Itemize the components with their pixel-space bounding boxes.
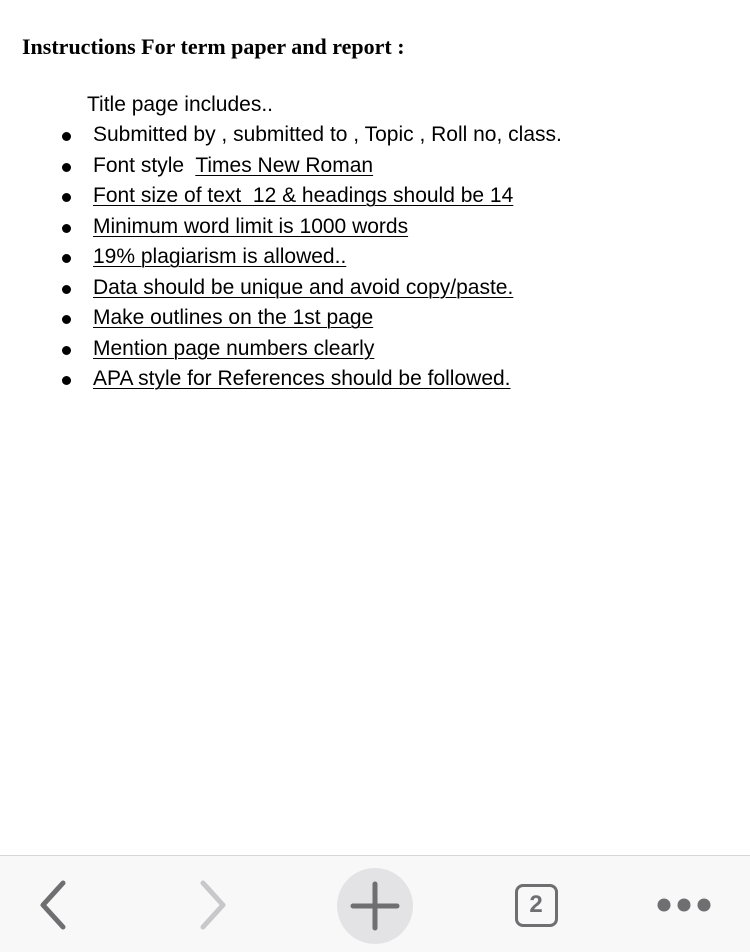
plus-icon — [350, 881, 400, 931]
list-item-text: Submitted by , submitted to , Topic , Roll no, class. — [93, 123, 562, 146]
bullet-icon — [62, 346, 71, 355]
list-item-underlined-text: Times New Roman — [195, 153, 374, 177]
bottom-toolbar — [0, 855, 750, 952]
bullet-icon — [62, 224, 71, 233]
bullet-icon — [62, 315, 71, 324]
tab-count-badge — [515, 884, 558, 927]
tabs-button[interactable] — [505, 874, 567, 936]
tab-count: 2 — [529, 891, 543, 918]
bullet-icon — [62, 254, 71, 263]
back-button[interactable] — [22, 870, 84, 940]
list-item-underlined-text: Mention page numbers clearly — [93, 336, 375, 360]
list-item-underlined-text: Make outlines on the 1st page — [93, 306, 374, 329]
bullet-icon — [62, 193, 71, 202]
list-item-underlined-text: APA style for References should be followed. — [93, 367, 511, 390]
bullet-icon — [62, 285, 71, 294]
bullet-icon — [62, 132, 71, 141]
ellipsis-icon — [656, 897, 712, 913]
more-button[interactable] — [648, 874, 720, 936]
list-item-underlined-text: 19% plagiarism is allowed.. — [93, 245, 347, 268]
chevron-left-icon — [36, 879, 70, 931]
chevron-right-icon — [196, 879, 230, 931]
list-item-underlined-text: Data should be unique and avoid copy/paste. — [93, 275, 514, 299]
bullet-icon — [62, 376, 71, 385]
list-item-underlined-text: Minimum word limit is 1000 words — [93, 214, 409, 238]
bullet-icon — [62, 163, 71, 172]
title-page-line: Title page includes.. — [87, 93, 273, 116]
list-item-underlined-text: Font size of text 12 & headings should be 14 — [93, 184, 514, 207]
document-heading: Instructions For term paper and report : — [22, 34, 405, 59]
list-item-text: Font style — [93, 153, 196, 177]
new-tab-button[interactable] — [337, 868, 413, 944]
forward-button[interactable] — [182, 870, 244, 940]
